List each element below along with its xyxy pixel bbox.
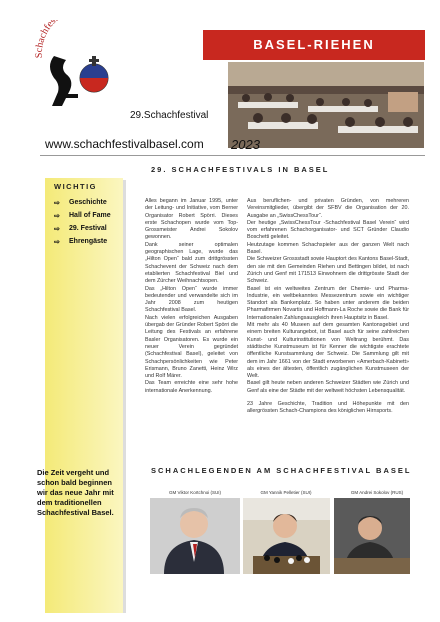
article-column-2 <box>247 198 409 416</box>
sidebar-quote: Die Zeit vergeht und schon bald beginnen wir das neue Jahr mit dem traditionellen Schachfestival Basel. <box>37 468 114 517</box>
sidebar-item-ehrengaeste[interactable] <box>54 235 126 248</box>
arrow-icon: ⇨ <box>54 225 60 233</box>
paragraph: Mit mehr als 40 Museen auf dem gesamten Kantonsgebiet und einem breiten Kulturangebot, ist Basel auch für seine zahlreichen Kunst- und Kulturinstitutionen von Weltrang berühmt. Das städtische Kunstmuseum ist für Kenner die wichtigste erachtete öffentliche Kunstsammlung der Schweiz. Die Sammlung gilt mit dem im Jahr 1661 von der Stadt erworbenen «Amerbach-Kabinett» als eines der ältesten, öffentlich zugänglichen Kunstmuseen der Welt. <box>247 322 409 380</box>
sidebar-item-label: Geschichte <box>69 199 107 206</box>
sidebar-nav <box>54 196 126 248</box>
paragraph: Alles begann im Januar 1995, unter der Leitung- und Initiative, vom Berner Organisator Robert Spörri. Dieses erste Schachopen wurde vom Top-Grossmeister Andrei Sokolov gewonnen. <box>145 198 238 241</box>
sidebar-item-label: Ehrengäste <box>69 238 108 245</box>
festival-subtitle: 29.Schachfestival <box>130 110 209 121</box>
svg-text:Schachfestival Basel: Schachfes <box>34 20 59 59</box>
sidebar-item-29-festival[interactable] <box>54 222 126 235</box>
section-title: 29. SCHACHFESTIVALS IN BASEL <box>151 165 330 174</box>
legend-photo-sokolov <box>334 498 410 574</box>
header-divider <box>40 155 425 156</box>
legend-caption: GM Yannik Pelletier (SUI) <box>260 490 312 495</box>
arrow-icon: ⇨ <box>54 199 60 207</box>
paragraph: Der heutige „SwissChessTour -Schachfestival Basel Verein“ wird vom erfahrenen Schachorganisator- und SCT Gründer Claudio Boschetti geleitet. <box>247 219 409 241</box>
legend-photo-kortchnoi <box>150 498 240 574</box>
paragraph: Aus beruflichen- und privaten Gründen, von mehreren Vereinsmitglieder, übergibt der SFBV die Organisation der 20. Ausgabe an „SwissChessTour“. <box>247 198 409 219</box>
tournament-hall-photo <box>228 62 424 148</box>
sidebar-item-label: Hall of Fame <box>69 212 111 219</box>
legend-caption: GM Andrei Sokolov (RUS) <box>350 490 404 495</box>
sidebar-item-geschichte[interactable] <box>54 196 126 209</box>
website-link[interactable]: www.schachfestivalbasel.com <box>45 137 204 151</box>
sidebar-item-hall-of-fame[interactable] <box>54 209 126 222</box>
legends-title: SCHACHLEGENDEN AM SCHACHFESTIVAL BASEL <box>151 466 412 475</box>
paragraph: Heutzutage kommen Schachspieler aus der ganzen Welt nach Basel. <box>247 241 409 256</box>
article-column-1 <box>145 198 238 395</box>
paragraph: 23 Jahre Geschichte, Tradition und Höhepunkte mit den allergrössten Schach-Champions des königlichen Hirnsports. <box>247 401 409 415</box>
legend-caption: GM Viktor Kortchnoi (SUI) <box>169 490 221 495</box>
banner-title: BASEL-RIEHEN <box>253 37 375 52</box>
paragraph: Das Team erreichte eine sehr hohe internationale Anerkennung. <box>145 380 238 394</box>
paragraph: Nach vielen erfolgreichen Ausgaben übergab der Gründer Robert Spörri die Leitung des Festivals an erfahrene Basler Organisatoren. Es wurde ein neuer Verein gegründet (Schachfestival Basel), geleitet von Schachpersönlichkeiten wie Peter Erismann, Bruno Zanetti, Heinz Wirz und Rolf Märer. <box>145 314 238 380</box>
year-label: 2023 <box>231 137 260 152</box>
legend-photo-pelletier <box>243 498 330 574</box>
paragraph: Dank seiner optimalen geographischen Lage, wurde das „Hilton Open“ bald zum drittgrössten Schachevent der Schweiz nach dem etablierten Schachfestival Biel und dem Zürcher Weihnachtsopen. <box>145 241 238 285</box>
paragraph: Das „Hilton Open“ wurde immer bedeutender und verwandelte sich im Jahr 2008 zum heutigen Schachfestival Basel. <box>145 285 238 314</box>
arrow-icon: ⇨ <box>54 238 60 246</box>
paragraph: Basel gilt heute neben anderen Schweizer Städten wie Zürich und Genf als eine der Städte mit der weltweit höchsten Lebensqualität. <box>247 380 409 394</box>
sidebar-heading: WICHTIG <box>54 182 97 191</box>
sidebar-item-label: 29. Festival <box>69 225 107 232</box>
paragraph: Basel ist ein weltweites Zentrum der Chemie- und Pharma-Industrie, ein weltbekanntes Messezentrum sowie ein wichtiger Standort als Bankenplatz. So haben unter anderem die beiden Pharmafirmen Novartis und Hoffmann-La Roche sowie die Bank für Internationalen Zahlungsausgleich ihren Hauptsitz in Basel. <box>247 285 409 321</box>
paragraph: Die Schweizer Grossstadt sowie Hauptort des Kantons Basel-Stadt, den sie mit den Gemeinden Riehen und Bettingen bildet, ist nach Zürich und Genf mit 171513 Einwohnern die drittgrösste Stadt der Schweiz. <box>247 256 409 285</box>
arrow-icon: ⇨ <box>54 212 60 220</box>
logo-icon <box>34 34 124 122</box>
